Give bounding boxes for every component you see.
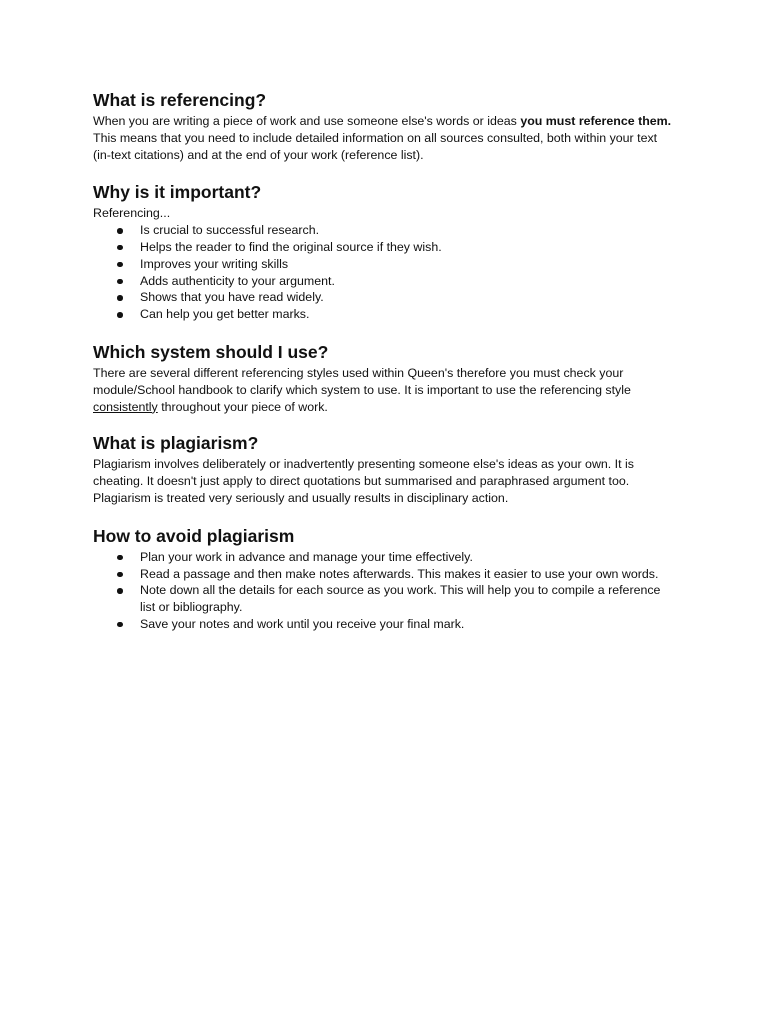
section-why-important bbox=[93, 180, 673, 323]
bullet-icon bbox=[117, 572, 123, 578]
bullet-icon bbox=[117, 622, 123, 628]
section-avoid-plagiarism bbox=[93, 524, 673, 633]
paragraph-referencing bbox=[93, 113, 673, 163]
bullet-icon bbox=[117, 312, 123, 318]
list-item: Improves your writing skills bbox=[93, 256, 673, 273]
text-system-a: There are several different referencing styles used within Queen's therefore you must check your module/School handbook to clarify which system to use. It is important to use the referencing style bbox=[93, 365, 631, 397]
section-what-is-referencing bbox=[93, 88, 673, 163]
list-item: Shows that you have read widely. bbox=[93, 289, 673, 306]
list-item: Helps the reader to find the original source if they wish. bbox=[93, 239, 673, 256]
text-system-underlined: consistently bbox=[93, 399, 158, 414]
bullet-icon bbox=[117, 555, 123, 561]
text-referencing-b: This means that you need to include detailed information on all sources consulted, both within your text (in-text citations) and at the end of your work (reference list). bbox=[93, 130, 658, 162]
list-item: Can help you get better marks. bbox=[93, 306, 673, 323]
heading-why-important: Why is it important? bbox=[93, 182, 262, 203]
bullet-icon bbox=[117, 262, 123, 268]
section-what-is-plagiarism bbox=[93, 431, 673, 506]
paragraph-plagiarism: Plagiarism involves deliberately or inadvertently presenting someone else's ideas as your own. It is cheating. It doesn't just apply to direct quotations but summarised and paraphrased argument too. Plagiarism is treated very seriously and usually results in disciplinary action. bbox=[93, 457, 634, 505]
heading-which-system: Which system should I use? bbox=[93, 341, 329, 362]
importance-list bbox=[93, 222, 673, 323]
bullet-icon bbox=[117, 228, 123, 234]
text-system-b: throughout your piece of work. bbox=[157, 399, 328, 414]
list-item: Note down all the details for each source as you work. This will help you to compile a reference list or bibliography. bbox=[93, 582, 673, 616]
heading-avoid-plagiarism: How to avoid plagiarism bbox=[93, 525, 295, 546]
list-item: Plan your work in advance and manage your time effectively. bbox=[93, 549, 673, 566]
list-item: Is crucial to successful research. bbox=[93, 222, 673, 239]
bullet-icon bbox=[117, 295, 123, 301]
heading-what-is-plagiarism: What is plagiarism? bbox=[93, 433, 259, 454]
avoid-list bbox=[93, 549, 673, 633]
text-referencing-a: When you are writing a piece of work and use someone else's words or ideas bbox=[93, 114, 521, 128]
bullet-icon bbox=[117, 245, 123, 251]
list-item: Save your notes and work until you receive your final mark. bbox=[93, 616, 673, 633]
document-page bbox=[93, 88, 673, 633]
importance-intro: Referencing... bbox=[93, 206, 171, 221]
text-referencing-bold: you must reference them. bbox=[520, 114, 672, 128]
list-item: Read a passage and then make notes afterwards. This makes it easier to use your own words. bbox=[93, 566, 673, 583]
section-which-system bbox=[93, 340, 673, 415]
paragraph-system bbox=[93, 365, 673, 415]
list-item: Adds authenticity to your argument. bbox=[93, 273, 673, 290]
bullet-icon bbox=[117, 588, 123, 594]
heading-what-is-referencing: What is referencing? bbox=[93, 90, 267, 110]
bullet-icon bbox=[117, 279, 123, 285]
